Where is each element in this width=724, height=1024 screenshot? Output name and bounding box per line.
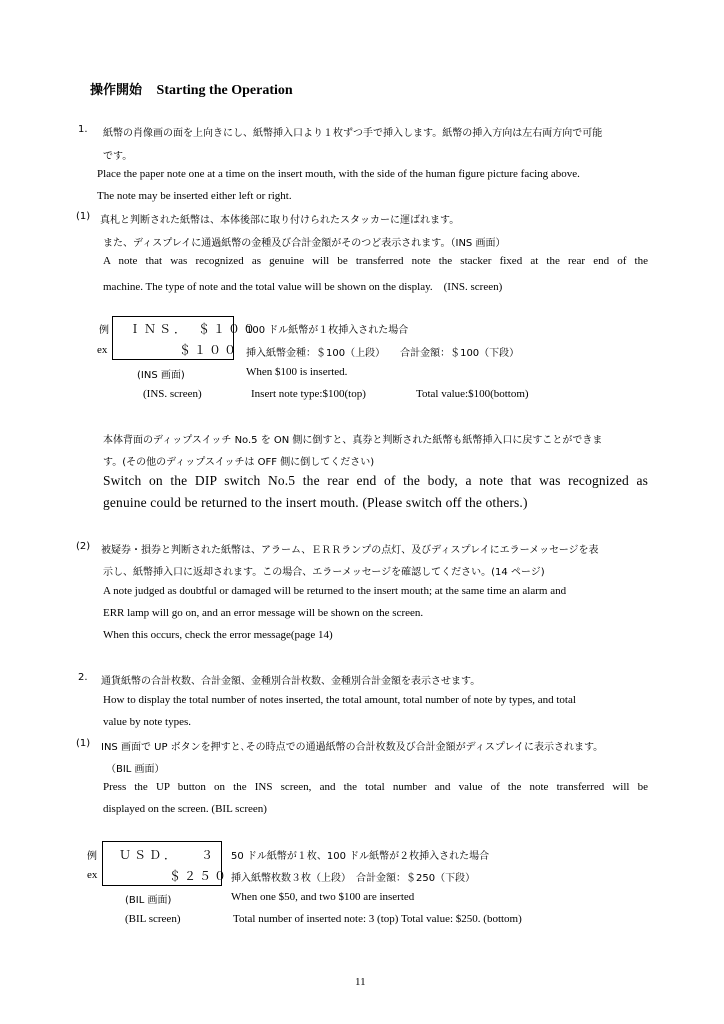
ins-display-line2: ＄１００ — [179, 343, 240, 357]
subsection-2-1-number: (1) — [76, 738, 91, 749]
section-1-jp-line1: 紙幣の肖像画の面を上向きにし、紙幣挿入口より１枚ずつ手で挿入します。紙幣の挿入方向は左右両方向で可能 — [103, 128, 603, 139]
section-2-number: 2. — [78, 672, 88, 683]
subsection-1-2-jp-line1: 被疑券・損券と判断された紙幣は、アラーム、ＥＲＲランプの点灯、及びディスプレイにエラーメッセージを表 — [101, 545, 599, 556]
example-2-rei-label: 例 — [87, 851, 97, 862]
example-1-rei-label: 例 — [99, 325, 109, 336]
example-2-total: Total number of inserted note: 3 (top) Total value: $250. (bottom) — [233, 913, 522, 925]
subsection-2-1-jp-line2: （BIL 画面） — [106, 764, 165, 775]
subsection-1-2-en-line3: When this occurs, check the error message(page 14) — [103, 629, 333, 641]
subsection-1-1-jp-line1: 真札と判断された紙幣は、本体後部に取り付けられたスタッカーに運ばれます。 — [100, 215, 460, 226]
title-en: Starting the Operation — [156, 83, 293, 98]
subsection-1-2-number: (2) — [76, 541, 91, 552]
example-2-desc1: 50 ドル紙幣が１枚、100 ドル紙幣が２枚挿入された場合 — [231, 851, 490, 862]
section-1-en-line1: Place the paper note one at a time on the insert mouth, with the side of the human figure picture facing above. — [97, 168, 580, 180]
subsection-1-2-en-line1: A note judged as doubtful or damaged will be returned to the insert mouth; at the same time an alarm and — [103, 585, 567, 597]
page-title — [90, 79, 293, 99]
subsection-2-1-en-line1: Press the UP button on the INS screen, and the total number and value of the note transferred will be — [103, 781, 648, 793]
ins-screen-display — [112, 316, 259, 360]
example-1-caption-en: (INS. screen) — [143, 388, 202, 400]
section-2-jp-line1: 通貨紙幣の合計枚数、合計金額、金種別合計枚数、金種別合計金額を表示させます。 — [101, 676, 481, 687]
section-1-jp-line2: です。 — [103, 151, 133, 162]
example-2-desc2: 挿入紙幣枚数３枚（上段） 合計金額：＄250（下段） — [231, 873, 476, 884]
example-2-ex-label: ex — [87, 869, 98, 881]
example-1-desc1: 100 ドル紙幣が１枚挿入された場合 — [246, 325, 409, 336]
bil-display-line2: ＄２５０ — [169, 869, 230, 883]
subsection-1-1-number: (1) — [76, 211, 91, 222]
section-1-number: 1. — [78, 124, 88, 135]
example-2-caption-jp: (BIL 画面) — [125, 895, 172, 906]
subsection-1-1-jp-line2: また、ディスプレイに通過紙幣の金種及び合計金額がそのつど表示されます。（INS 画面） — [103, 238, 506, 249]
page-number: 11 — [355, 976, 366, 988]
section-1-en-line2: The note may be inserted either left or right. — [97, 190, 292, 202]
example-2-when: When one $50, and two $100 are inserted — [231, 891, 415, 903]
example-1-caption-jp: (INS 画面) — [137, 370, 185, 381]
title-jp: 操作開始 — [90, 83, 143, 98]
subsection-1-2-jp-line2: 示し、紙幣挿入口に返却されます。この場合、エラーメッセージを確認してください。(14 ページ) — [103, 567, 545, 578]
subsection-2-1-jp-line1: INS 画面で UP ボタンを押すと､その時点での通過紙幣の合計枚数及び合計金額がディスプレイに表示されます。 — [101, 742, 604, 753]
dip-en-line2: genuine could be returned to the insert mouth. (Please switch off the others.) — [103, 495, 528, 510]
section-2-en-line2: value by note types. — [103, 716, 191, 728]
example-1-total: Total value:$100(bottom) — [416, 388, 529, 400]
subsection-1-1-en-line1: A note that was recognized as genuine will be transferred note the stacker fixed at the rear end of the — [103, 255, 648, 267]
bil-screen-display — [102, 841, 230, 886]
ins-display-line1: ＩＮＳ． ＄１００ — [129, 322, 259, 336]
bil-display-line1-count: ３ — [201, 848, 217, 862]
example-1-desc2: 挿入紙幣金種：＄100（上段） 合計金額：＄100（下段） — [246, 348, 520, 359]
section-2-en-line1: How to display the total number of notes inserted, the total amount, total number of note by types, and total — [103, 694, 576, 706]
example-1-when: When $100 is inserted. — [246, 366, 348, 378]
subsection-1-1-en-line2: machine. The type of note and the total value will be shown on the display. (INS. screen) — [103, 281, 503, 293]
example-1-insert-type: Insert note type:$100(top) — [251, 388, 366, 400]
bil-display-line1-label: ＵＳＤ． — [119, 848, 180, 862]
subsection-2-1-en-line2: displayed on the screen. (BIL screen) — [103, 803, 267, 815]
dip-jp-line1: 本体背面のディップスイッチ No.5 を ON 側に倒すと、真券と判断された紙幣も紙幣挿入口に戻すことができま — [103, 435, 603, 446]
dip-jp-line2: す。(その他のディップスイッチは OFF 側に倒してください) — [103, 457, 375, 468]
example-1-ex-label: ex — [97, 344, 108, 356]
subsection-1-2-en-line2: ERR lamp will go on, and an error message will be shown on the screen. — [103, 607, 424, 619]
dip-en-line1: Switch on the DIP switch No.5 the rear end of the body, a note that was recognized as — [103, 473, 648, 488]
example-2-caption-en: (BIL screen) — [125, 913, 181, 925]
